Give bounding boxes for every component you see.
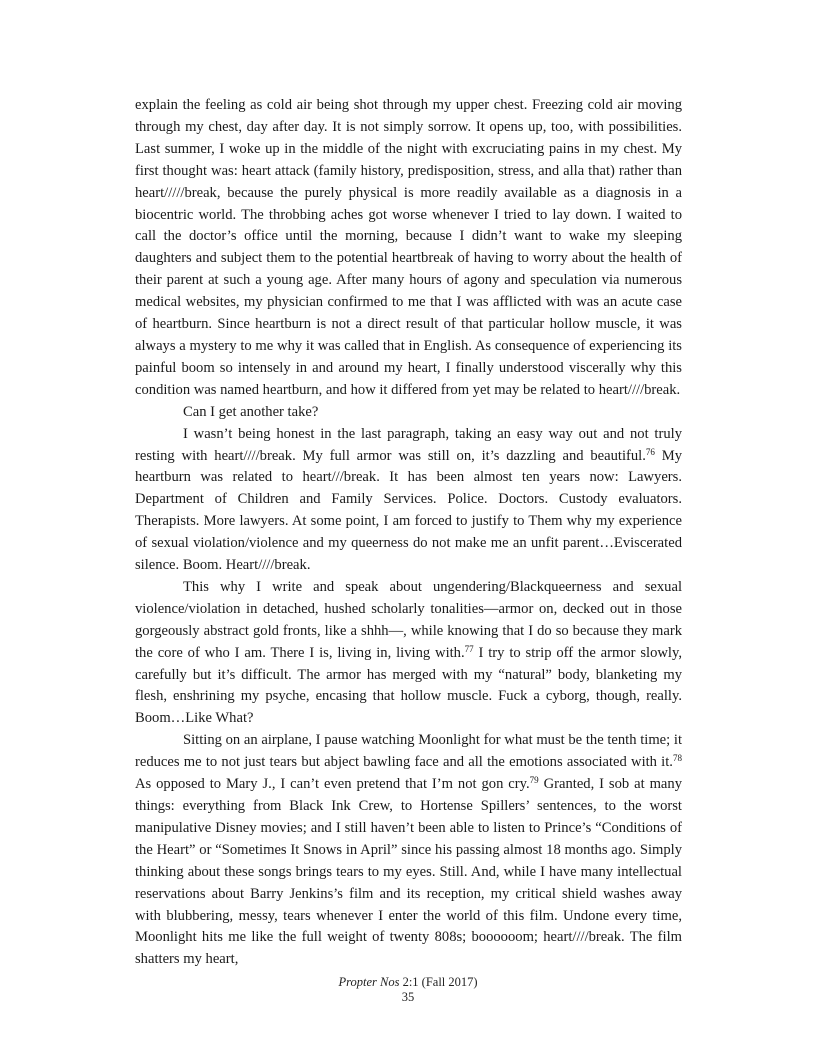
- paragraph-5: [135, 730, 682, 971]
- footnote-ref-76[interactable]: 76: [645, 446, 655, 457]
- article-body: [135, 95, 682, 971]
- journal-citation: [0, 975, 816, 990]
- footnote-ref-77[interactable]: 77: [464, 643, 474, 654]
- paragraph-1-text: explain the feeling as cold air being shot through my upper chest. Freezing cold air moving through my chest, day after day. It is not simply sorrow. It opens up, too, with possibilities. Last summer, I woke up in the middle of the night with excruciating pains in my chest. My first thought was: heart attack (family history, predisposition, stress, and alla that) rather than heart/////break, because the purely physical is more readily available as a diagnosis in a biocentric world. The throbbing aches got worse whenever I tried to lay down. I waited to call the doctor’s office until the morning, because I didn’t want to wake my sleeping daughters and subject them to the potential heartbreak of having to worry about the health of their parent at such a young age. After many hours of agony and speculation via numerous medical websites, my physician confirmed to me that I was afflicted with was an acute case of heartburn. Since heartburn is not a direct result of that particular hollow muscle, it was always a mystery to me why it was called that in English. As consequence of experiencing its painful boom so intensely in and around my heart, I finally understood viscerally why this condition was named heartburn, and how it differed from yet may be related to heart////break.: [135, 97, 682, 398]
- page-footer: [0, 975, 816, 1005]
- paragraph-5-text-b: As opposed to Mary J., I can’t even pretend that I’m not gon cry.: [135, 776, 530, 793]
- paragraph-3-text-a: I wasn’t being honest in the last paragraph, taking an easy way out and not truly resting with heart////break. My full armor was still on, it’s dazzling and beautiful.: [135, 425, 682, 464]
- paragraph-1: [135, 95, 682, 402]
- footnote-ref-79[interactable]: 79: [529, 775, 539, 786]
- journal-title: Propter Nos: [338, 975, 400, 989]
- paragraph-3-text-b: My heartburn was related to heart///break. It has been almost ten years now: Lawyers. Department of Children and Family Services. Police. Doctors. Custody evaluators. Therapists. More lawyers. At some point, I am forced to justify to Them why my experience of sexual violation/violence and my queerness do not make me an unfit parent…Eviscerated silence. Boom. Heart////break.: [135, 447, 683, 574]
- paragraph-4-text-a: This why I write and speak about ungendering/Blackqueerness and sexual violence/violation in detached, hushed scholarly tonalities—armor on, decked out in those gorgeously abstract gold fronts, like a shhh—, while knowing that I do so because they mark the core of who I am. There I is, living in, living with.: [135, 578, 682, 661]
- journal-issue: 2:1 (Fall 2017): [399, 975, 478, 989]
- paragraph-5-text-a: Sitting on an airplane, I pause watching Moonlight for what must be the tenth time; it reduces me to not just tears but abject bawling face and all the emotions associated with it.: [135, 732, 682, 771]
- paragraph-2-text: Can I get another take?: [183, 403, 319, 420]
- paragraph-2: [135, 402, 682, 424]
- footnote-ref-78[interactable]: 78: [672, 753, 682, 764]
- paragraph-5-text-c: Granted, I sob at many things: everything from Black Ink Crew, to Hortense Spillers’ sentences, to the worst manipulative Disney movies; and I still haven’t been able to listen to Prince’s “Conditions of the Heart” or “Sometimes It Snows in April” since his passing almost 18 months ago. Simply thinking about these songs brings tears to my eyes. Still. And, while I have many intellectual reservations about Barry Jenkins’s film and its reception, my critical shield washes away with blubbering, messy, tears whenever I enter the world of this film. Undone every time, Moonlight hits me like the full weight of twenty 808s; boooooom; heart////break. The film shatters my heart,: [135, 776, 682, 968]
- page-number: 35: [401, 990, 415, 1004]
- paragraph-4: [135, 577, 682, 730]
- paragraph-4-text-b: I try to strip off the armor slowly, carefully but it’s difficult. The armor has merged with my “natural” body, blanketing my flesh, enshrining my psyche, encasing that hollow muscle. Fuck a cyborg, though, really. Boom…Like What?: [135, 644, 682, 727]
- paragraph-3: [135, 424, 682, 577]
